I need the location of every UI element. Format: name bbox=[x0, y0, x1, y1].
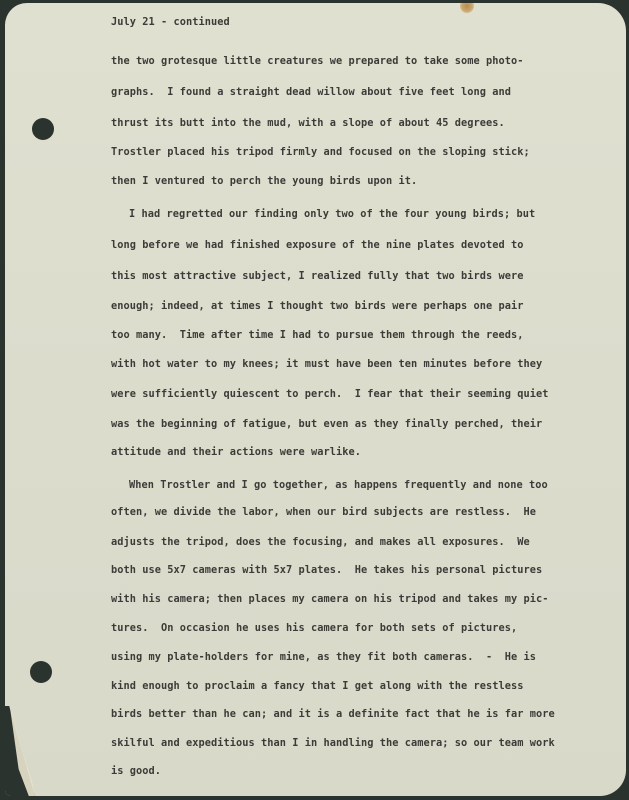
text-line: then I ventured to perch the young birds upon it. bbox=[111, 175, 418, 187]
punch-hole-bottom bbox=[30, 661, 52, 683]
text-line: birds better than he can; and it is a definite fact that he is far more bbox=[111, 708, 555, 720]
text-line: were sufficiently quiescent to perch. I fear that their seeming quiet bbox=[111, 388, 549, 400]
text-line: the two grotesque little creatures we prepared to take some photo- bbox=[111, 55, 524, 67]
text-line: often, we divide the labor, when our bird subjects are restless. He bbox=[111, 506, 536, 518]
text-line: with his camera; then places my camera on his tripod and takes my pic- bbox=[111, 593, 549, 605]
text-line: long before we had finished exposure of the nine plates devoted to bbox=[111, 239, 524, 251]
text-line: tures. On occasion he uses his camera for both sets of pictures, bbox=[111, 622, 518, 634]
punch-hole-top bbox=[32, 118, 54, 140]
text-line: skilful and expeditious than I in handling the camera; so our team work bbox=[111, 737, 555, 749]
typed-page bbox=[5, 3, 626, 796]
paper-stain bbox=[460, 3, 474, 13]
text-line: When Trostler and I go together, as happens frequently and none too bbox=[129, 479, 548, 491]
text-line: adjusts the tripod, does the focusing, and makes all exposures. We bbox=[111, 536, 530, 548]
text-line: thrust its butt into the mud, with a slope of about 45 degrees. bbox=[111, 117, 505, 129]
text-line: with hot water to my knees; it must have been ten minutes before they bbox=[111, 358, 543, 370]
text-line: this most attractive subject, I realized fully that two birds were bbox=[111, 270, 524, 282]
text-line: using my plate-holders for mine, as they fit both cameras. - He is bbox=[111, 651, 536, 663]
text-line: I had regretted our finding only two of the four young birds; but bbox=[129, 208, 536, 220]
text-line: Trostler placed his tripod firmly and focused on the sloping stick; bbox=[111, 146, 530, 158]
text-line: too many. Time after time I had to pursue them through the reeds, bbox=[111, 329, 524, 341]
text-line: both use 5x7 cameras with 5x7 plates. He takes his personal pictures bbox=[111, 564, 543, 576]
text-line: enough; indeed, at times I thought two birds were perhaps one pair bbox=[111, 300, 524, 312]
text-line: graphs. I found a straight dead willow about five feet long and bbox=[111, 86, 511, 98]
text-line: kind enough to proclaim a fancy that I get along with the restless bbox=[111, 680, 524, 692]
page-heading: July 21 - continued bbox=[111, 16, 230, 28]
text-line: was the beginning of fatigue, but even as they finally perched, their bbox=[111, 418, 543, 430]
text-line: is good. bbox=[111, 765, 161, 777]
text-line: attitude and their actions were warlike. bbox=[111, 446, 361, 458]
